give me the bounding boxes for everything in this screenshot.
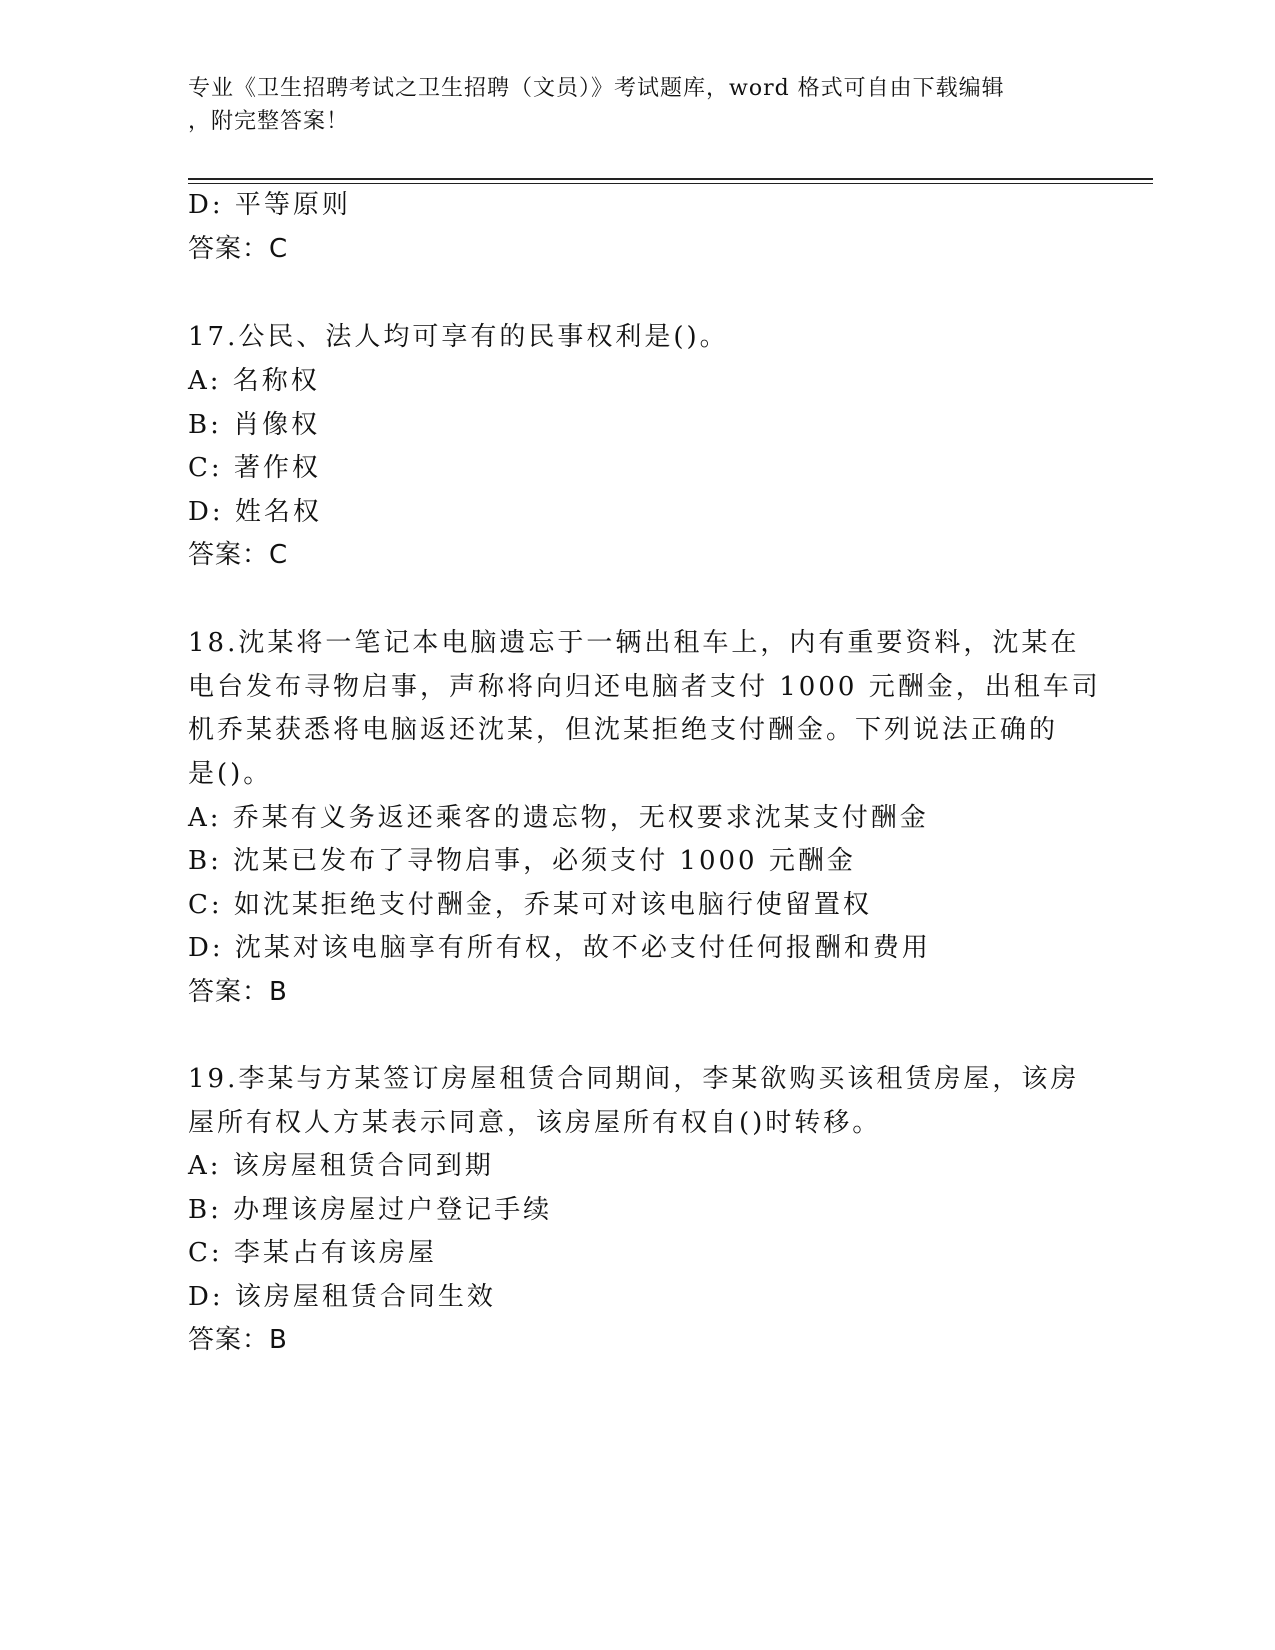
q19-question-line-1: 19.李某与方某签订房屋租赁合同期间，李某欲购买该租赁房屋，该房	[188, 1064, 1080, 1094]
q19-option-b: B: 办理该房屋过户登记手续	[188, 1195, 553, 1225]
q18-question-line-2: 电台发布寻物启事，声称将向归还电脑者支付 1000 元酬金，出租车司	[188, 672, 1101, 702]
q18-option-d: D: 沈某对该电脑享有所有权，故不必支付任何报酬和费用	[188, 933, 931, 963]
q17-option-a: A: 名称权	[188, 366, 320, 396]
q17-option-d: D: 姓名权	[188, 497, 322, 527]
q18-answer: 答案：B	[188, 977, 288, 1007]
header-rule-thick	[188, 178, 1153, 180]
header-line-1: 专业《卫生招聘考试之卫生招聘（文员）》考试题库，word 格式可自由下载编辑	[188, 76, 1005, 101]
q18-option-a: A: 乔某有义务返还乘客的遗忘物，无权要求沈某支付酬金	[188, 803, 929, 833]
q19-answer: 答案：B	[188, 1325, 288, 1355]
q16-answer: 答案：C	[188, 234, 289, 264]
q19-question-line-2: 屋所有权人方某表示同意，该房屋所有权自()时转移。	[188, 1108, 882, 1138]
q18-option-c: C: 如沈某拒绝支付酬金，乔某可对该电脑行使留置权	[188, 890, 872, 920]
q19-option-a: A: 该房屋租赁合同到期	[188, 1151, 494, 1181]
q19-option-c: C: 李某占有该房屋	[188, 1238, 437, 1268]
q18-question-line-3: 机乔某获悉将电脑返还沈某，但沈某拒绝支付酬金。下列说法正确的	[188, 715, 1059, 745]
q18-question-line-4: 是()。	[188, 759, 273, 789]
q17-option-c: C: 著作权	[188, 453, 321, 483]
q17-option-b: B: 肖像权	[188, 410, 321, 440]
q17-question: 17.公民、法人均可享有的民事权利是()。	[188, 322, 729, 352]
q19-option-d: D: 该房屋租赁合同生效	[188, 1282, 496, 1312]
q16-option-d: D: 平等原则	[188, 190, 351, 220]
header-line-2: ，附完整答案！	[188, 109, 350, 134]
q18-question-line-1: 18.沈某将一笔记本电脑遗忘于一辆出租车上，内有重要资料，沈某在	[188, 628, 1080, 658]
q18-option-b: B: 沈某已发布了寻物启事，必须支付 1000 元酬金	[188, 846, 856, 876]
document-header	[188, 72, 1068, 138]
q17-answer: 答案：C	[188, 540, 289, 570]
